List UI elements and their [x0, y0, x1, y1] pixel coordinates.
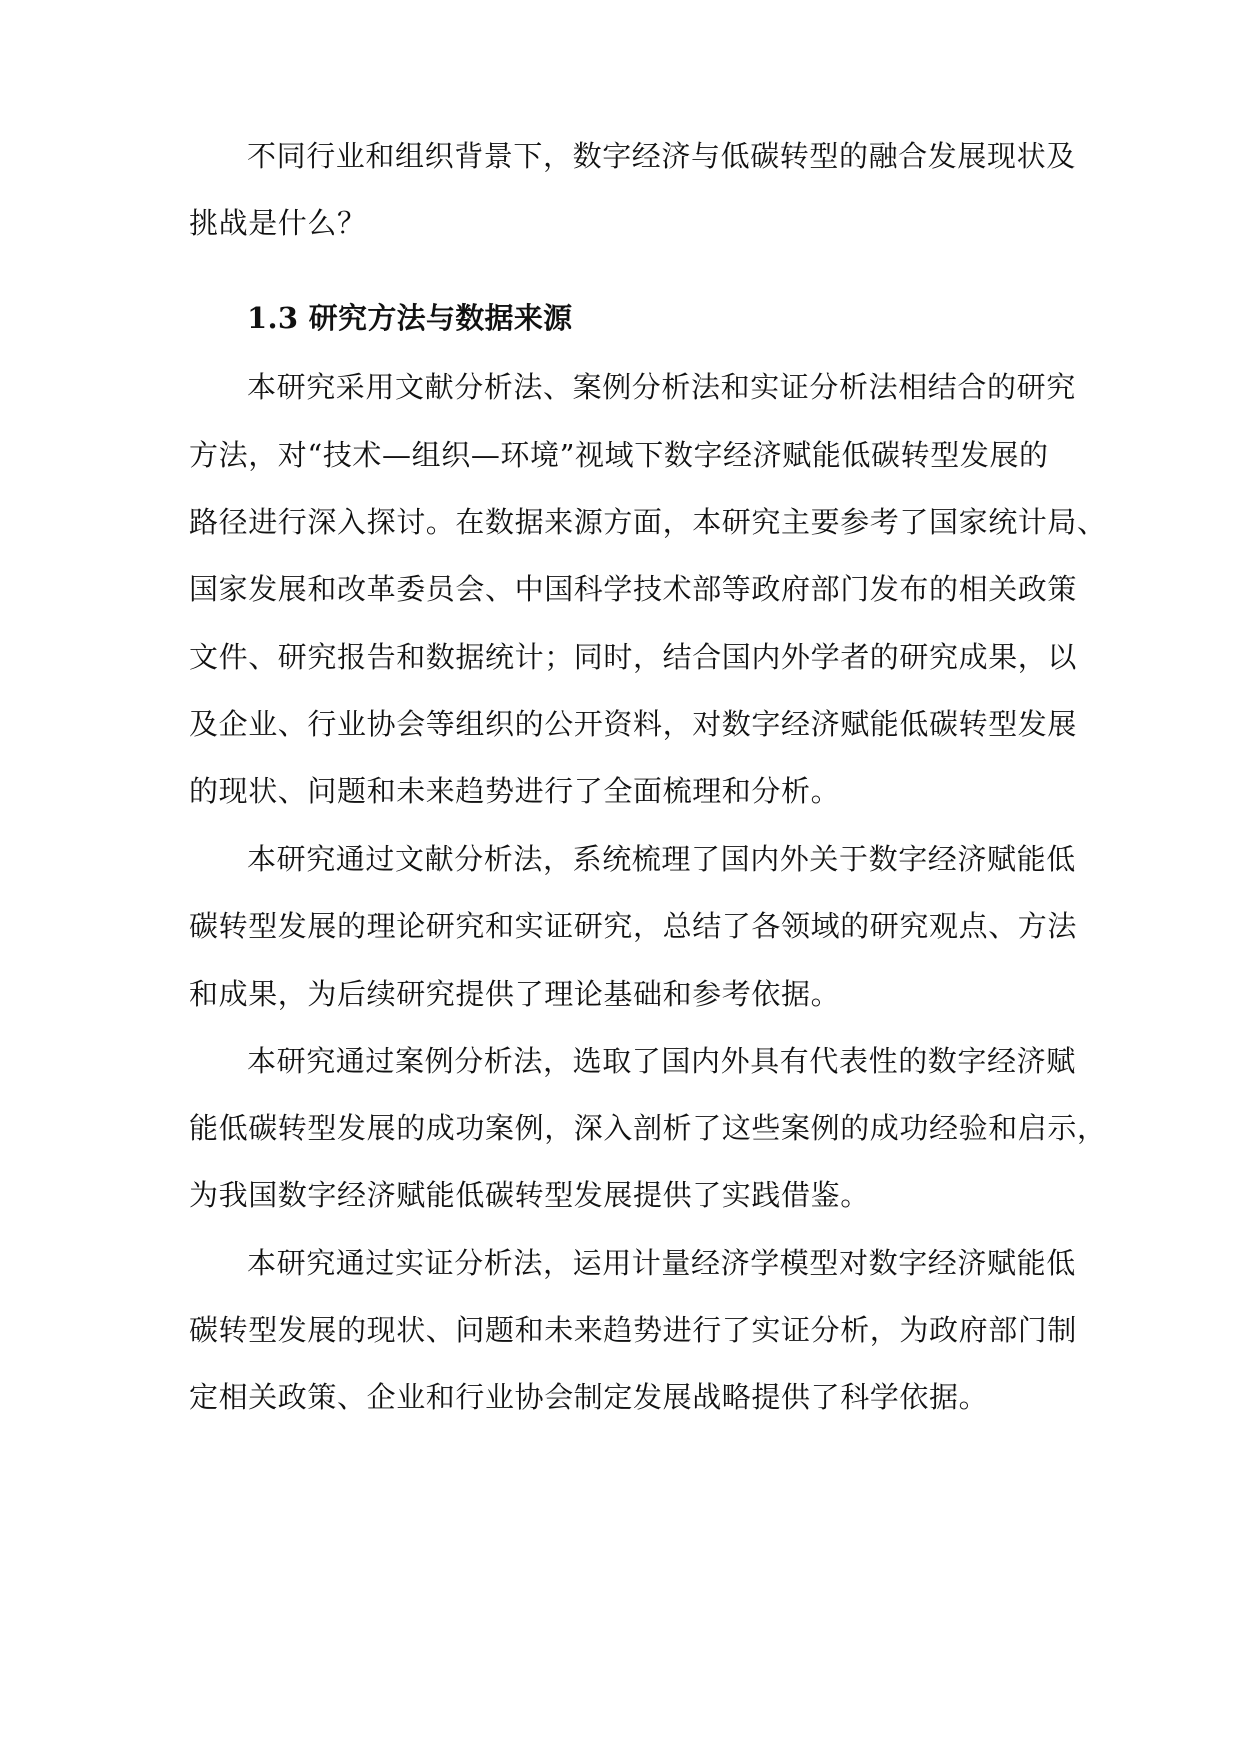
intro-line-1: 不同行业和组织背景下，数字经济与低碳转型的融合发展现状及 — [247, 139, 1076, 173]
intro-line-2: 挑战是什么？ — [189, 206, 367, 240]
paragraph-1-line-6: 及企业、行业协会等组织的公开资料，对数字经济赋能低碳转型发展 — [189, 707, 1078, 741]
paragraph-2-line-3: 和成果，为后续研究提供了理论基础和参考依据。 — [189, 977, 841, 1011]
paragraph-1-line-4: 国家发展和改革委员会、中国科学技术部等政府部门发布的相关政策 — [189, 572, 1078, 606]
paragraph-4-line-1: 本研究通过实证分析法，运用计量经济学模型对数字经济赋能低 — [247, 1246, 1076, 1280]
paragraph-2-line-1: 本研究通过文献分析法，系统梳理了国内外关于数字经济赋能低 — [247, 842, 1076, 876]
section-heading: 1.3 研究方法与数据来源 — [247, 301, 573, 335]
paragraph-4-line-2: 碳转型发展的现状、问题和未来趋势进行了实证分析，为政府部门制 — [189, 1313, 1078, 1347]
paragraph-3-line-2: 能低碳转型发展的成功案例，深入剖析了这些案例的成功经验和启示， — [189, 1111, 1107, 1145]
paragraph-3-line-1: 本研究通过案例分析法，选取了国内外具有代表性的数字经济赋 — [247, 1044, 1076, 1078]
paragraph-1-line-2: 方法，对“技术—组织—环境”视域下数字经济赋能低碳转型发展的 — [189, 438, 1049, 472]
paragraph-4-line-3: 定相关政策、企业和行业协会制定发展战略提供了科学依据。 — [189, 1380, 989, 1414]
paragraph-3-line-3: 为我国数字经济赋能低碳转型发展提供了实践借鉴。 — [189, 1178, 870, 1212]
paragraph-2-line-2: 碳转型发展的理论研究和实证研究，总结了各领域的研究观点、方法 — [189, 909, 1078, 943]
paragraph-1-line-5: 文件、研究报告和数据统计；同时，结合国内外学者的研究成果，以 — [189, 640, 1078, 674]
paragraph-1-line-1: 本研究采用文献分析法、案例分析法和实证分析法相结合的研究 — [247, 370, 1076, 404]
paragraph-1-line-3: 路径进行深入探讨。在数据来源方面，本研究主要参考了国家统计局、 — [189, 505, 1107, 539]
paragraph-1-line-7: 的现状、问题和未来趋势进行了全面梳理和分析。 — [189, 774, 841, 808]
